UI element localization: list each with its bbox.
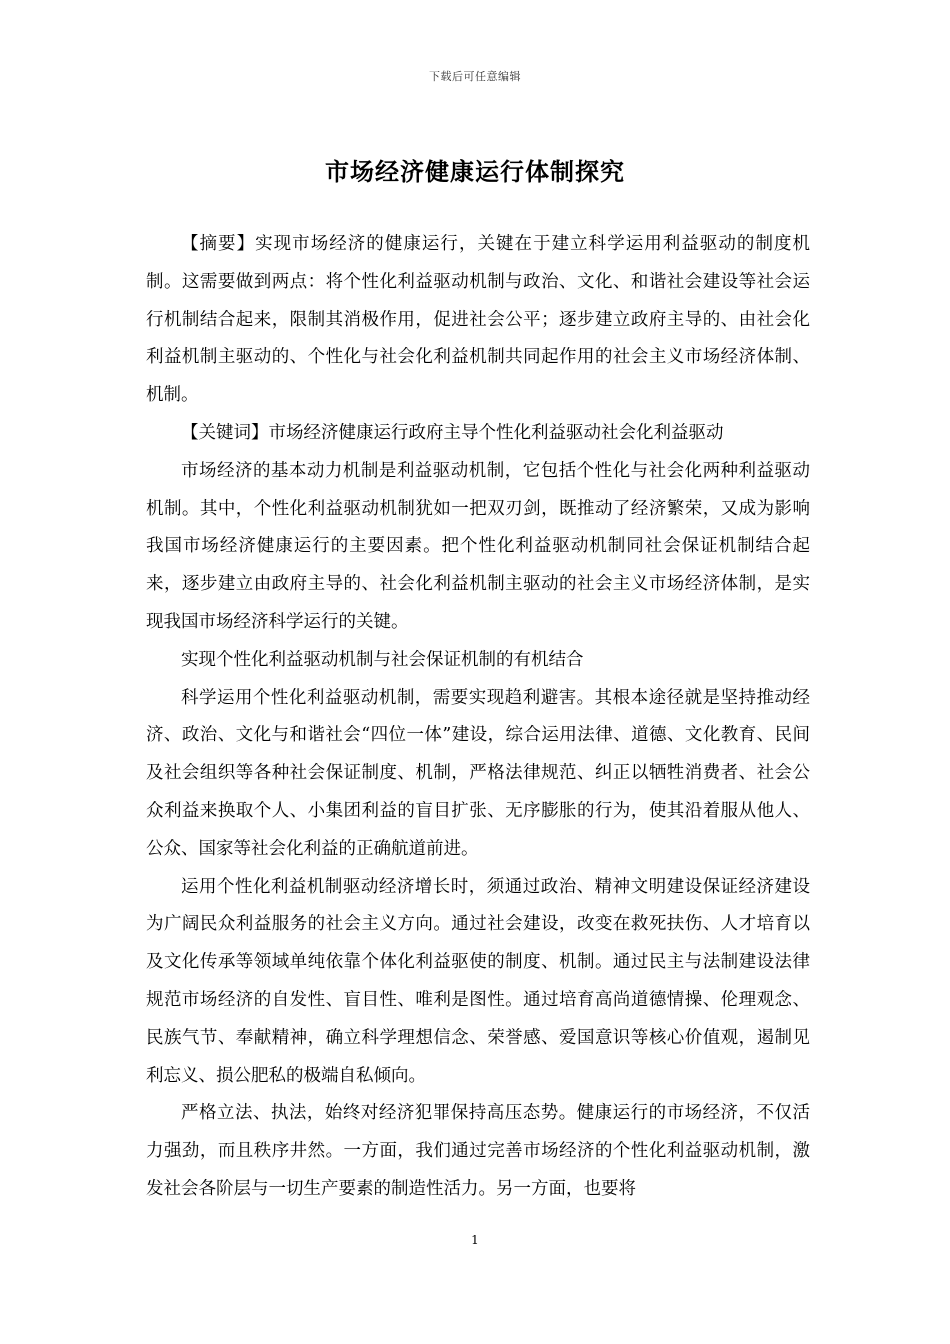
keywords-text: 市场经济健康运行政府主导个性化利益驱动社会化利益驱动 xyxy=(268,422,724,443)
abstract-text: 实现市场经济的健康运行，关键在于建立科学运用利益驱动的制度机制。这需要做到两点：将个性化利益驱动机制与政治、文化、和谐社会建设等社会运行机制结合起来，限制其消极作用，促进社会公平；逐步建立政府主导的、由社会化利益机制主驱动的、个性化与社会化利益机制共同起作用的社会主义市场经济体制、机制。 xyxy=(146,234,811,406)
body-paragraph-4: 严格立法、执法，始终对经济犯罪保持高压态势。健康运行的市场经济，不仅活力强劲，而且秩序井然。一方面，我们通过完善市场经济的个性化利益驱动机制，激发社会各阶层与一切生产要素的制造性活力。另一方面，也要将 xyxy=(146,1103,810,1199)
document-body xyxy=(146,226,810,1209)
body-paragraph-1: 市场经济的基本动力机制是利益驱动机制，它包括个性化与社会化两种利益驱动机制。其中，个性化利益驱动机制犹如一把双刃剑，既推动了经济繁荣，又成为影响我国市场经济健康运行的主要因素。把个性化利益驱动机制同社会保证机制结合起来，逐步建立由政府主导的、社会化利益机制主驱动的社会主义市场经济体制，是实现我国市场经济科学运行的关键。 xyxy=(146,460,810,632)
page-number: 1 xyxy=(471,1233,479,1247)
header-note: 下载后可任意编辑 xyxy=(429,70,521,83)
body-paragraph-3: 运用个性化利益机制驱动经济增长时，须通过政治、精神文明建设保证经济建设为广阔民众利益服务的社会主义方向。通过社会建设，改变在救死扶伤、人才培育以及文化传承等领域单纯依靠个体化利益驱使的制度、机制。通过民主与法制建设法律规范市场经济的自发性、盲目性、唯利是图性。通过培育高尚道德情操、伦理观念、民族气节、奉献精神，确立科学理想信念、荣誉感、爱国意识等核心价值观，遏制见利忘义、损公肥私的极端自私倾向。 xyxy=(146,876,810,1086)
keywords-paragraph xyxy=(146,415,810,453)
section-heading: 实现个性化利益驱动机制与社会保证机制的有机结合 xyxy=(181,649,584,670)
body-paragraph-2: 科学运用个性化利益驱动机制，需要实现趋利避害。其根本途径就是坚持推动经济、政治、文化与和谐社会“四位一体”建设，综合运用法律、道德、文化教育、民间及社会组织等各种社会保证制度、机制，严格法律规范、纠正以牺牲消费者、社会公众利益来换取个人、小集团利益的盲目扩张、无序膨胀的行为，使其沿着服从他人、公众、国家等社会化利益的正确航道前进。 xyxy=(146,687,810,859)
abstract-label: 【摘要】 xyxy=(181,234,256,254)
document-title: 市场经济健康运行体制探究 xyxy=(325,157,625,186)
keywords-label: 【关键词】 xyxy=(181,422,269,443)
abstract-paragraph xyxy=(146,226,810,415)
